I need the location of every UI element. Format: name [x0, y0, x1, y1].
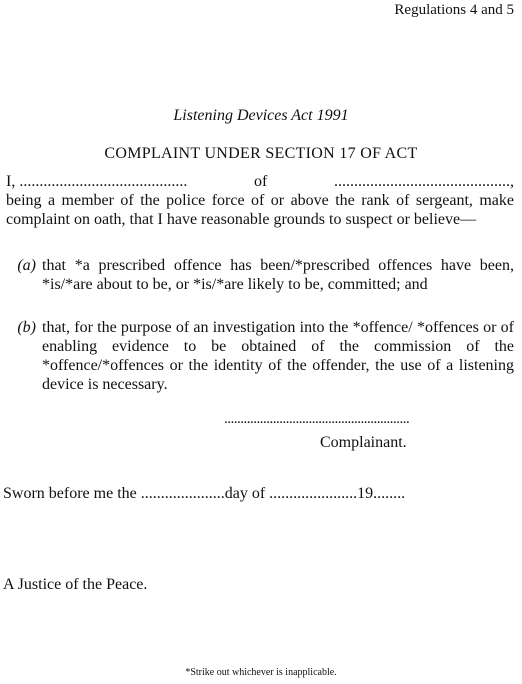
intro-paragraph	[6, 172, 514, 229]
clause-b	[6, 318, 514, 394]
justice-of-peace-label: A Justice of the Peace.	[3, 576, 148, 593]
intro-text: being a member of the police force of or above the rank of sergeant, make complaint on oath, that I have reasonable grounds to suspect or believe—	[6, 192, 514, 228]
footnote: *Strike out whichever is inapplicable.	[185, 667, 337, 678]
sworn-line: Sworn before me the .....................day of ......................19........	[3, 485, 406, 502]
clause-a	[6, 256, 514, 294]
act-title: Listening Devices Act 1991	[173, 107, 349, 124]
form-heading: COMPLAINT UNDER SECTION 17 OF ACT	[104, 145, 418, 162]
complainant-label: Complainant.	[320, 434, 407, 451]
of-word: of	[254, 173, 268, 190]
clause-a-text: that *a prescribed offence has been/*prescribed offences have been, *is/*are about to be, or *is/*are likely to be, committed; and	[42, 257, 514, 293]
regulations-reference: Regulations 4 and 5	[394, 2, 514, 18]
clause-b-text: that, for the purpose of an investigation into the *offence/ *offences or of enabling evidence to be obtained of the commission of the *offence/*offences or the identity of the offender, the use of a listening device is necessary.	[42, 319, 514, 393]
clause-b-marker: (b)	[17, 319, 36, 336]
complainant-address-blank: ............................................,	[334, 173, 514, 190]
clause-a-marker: (a)	[17, 257, 36, 274]
intro-first-line	[6, 172, 514, 191]
complainant-name-blank: I, ..........................................	[6, 173, 188, 190]
signature-line: .........................................................	[224, 411, 410, 427]
